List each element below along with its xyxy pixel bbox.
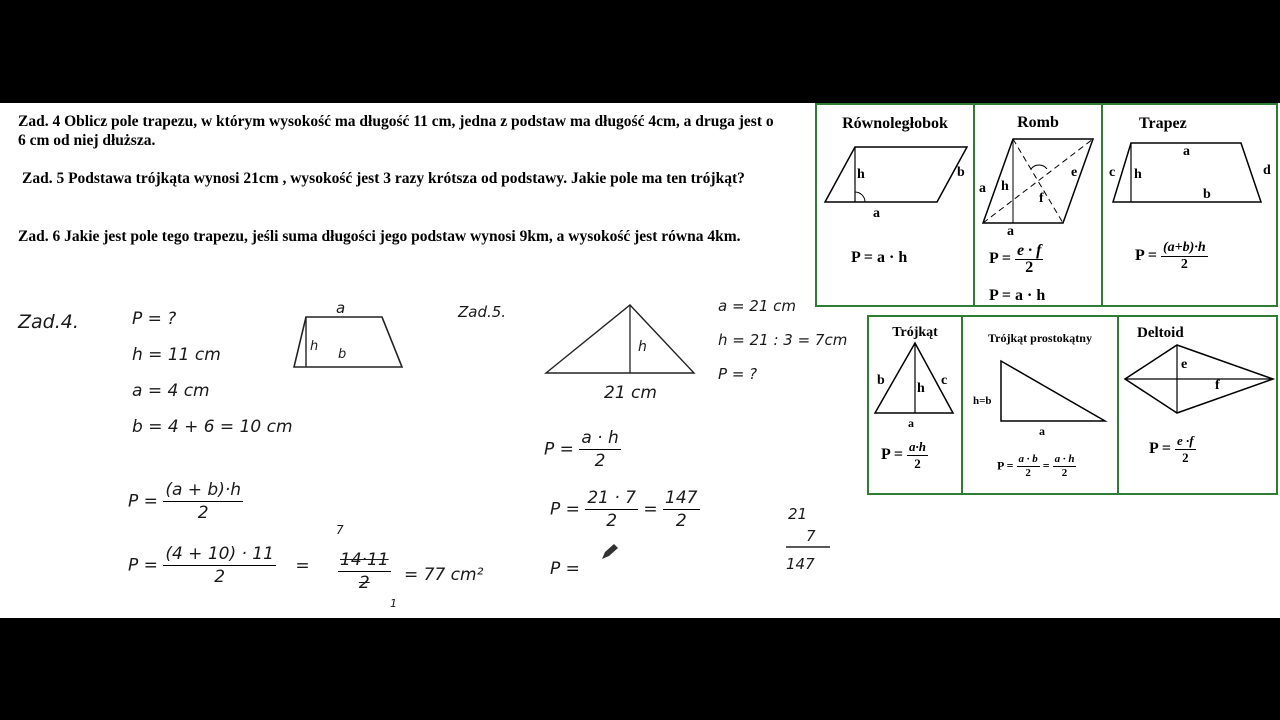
hw-zad4-f2-prefix: P =: [128, 555, 158, 576]
hw-zad4-formula-2: [128, 543, 310, 588]
kite-e-label: e: [1181, 357, 1188, 372]
hw-zad4-f1-den: 2: [197, 503, 209, 523]
rhombus-e-label: e: [1071, 165, 1078, 180]
hw-zad4-trapezoid-sketch: [290, 311, 410, 371]
rhombus-num: e · f: [1017, 242, 1042, 259]
hw-zad5-f1-prefix: P =: [544, 439, 574, 460]
parallelogram-figure: [817, 105, 975, 305]
kite-formula-prefix: P =: [1149, 440, 1172, 458]
hw-zad4-f1-prefix: P =: [128, 491, 158, 512]
right-triangle-fraction-1: [1017, 453, 1040, 480]
hw-zad4-b: b = 4 + 6 = 10 cm: [132, 417, 293, 437]
right-triangle-hb-label: h=b: [973, 395, 992, 407]
right-triangle-den1: 2: [1025, 467, 1031, 479]
triangle-b-label: b: [877, 373, 885, 388]
hw-zad4-f1-fraction: [163, 479, 243, 524]
triangle-num: a·h: [909, 439, 926, 454]
triangle-cell: [869, 317, 963, 493]
right-triangle-fraction-2: [1053, 453, 1077, 480]
triangle-h-label: h: [917, 381, 925, 396]
right-triangle-formula: [997, 453, 1076, 480]
parallelogram-b-label: b: [957, 165, 965, 180]
hw-zad5-triangle-sketch: [544, 303, 696, 377]
kite-num: e ·f: [1177, 433, 1194, 448]
hw-zad5-f1-num: a · h: [581, 428, 619, 448]
trapezoid-formula: [1135, 240, 1208, 273]
hw-zad5-f2-den2: 2: [675, 511, 687, 531]
hw-zad5-a: a = 21 cm: [718, 297, 797, 315]
rhombus-formula-prefix: P =: [989, 250, 1012, 268]
trapezoid-c-label: c: [1109, 165, 1116, 180]
hw-zad4-sketch-a: a: [336, 299, 346, 317]
trapezoid-fraction: [1161, 240, 1208, 273]
parallelogram-title: Równoległobok: [842, 115, 948, 132]
hw-zad5-calc-result: 147: [786, 555, 815, 573]
hw-zad5-sketch-h: h: [638, 339, 647, 355]
triangle-formula: [881, 439, 928, 472]
right-triangle-den2: 2: [1061, 467, 1068, 479]
trapezoid-h-label: h: [1134, 167, 1142, 182]
hw-zad5-formula-1: [544, 427, 621, 472]
kite-cell: [1119, 317, 1276, 493]
triangle-den: 2: [914, 456, 921, 471]
trapezoid-title: Trapez: [1139, 115, 1187, 132]
rhombus-a-bottom-label: a: [1007, 224, 1014, 239]
hw-zad4-result: = 77 cm²: [404, 565, 484, 585]
right-triangle-a-label: a: [1039, 424, 1045, 438]
triangle-formula-prefix: P =: [881, 446, 904, 464]
right-triangle-num1: a · b: [1018, 453, 1038, 465]
kite-fraction: [1175, 433, 1196, 466]
trapezoid-figure: [1103, 105, 1280, 305]
trapezoid-den: 2: [1180, 257, 1188, 272]
task-6-text: Zad. 6 Jakie jest pole tego trapezu, jeśli suma długości jego podstaw wynosi 9km, a wysokość jest równa 4km.: [18, 228, 741, 245]
hw-zad5-f2-num: 21 · 7: [587, 488, 636, 508]
triangle-a-label: a: [908, 416, 914, 430]
hw-zad5-f2-prefix: P =: [550, 499, 580, 520]
right-triangle-title: Trójkąt prostokątny: [988, 331, 1092, 345]
hw-zad4-f2-fraction-2: [338, 549, 391, 594]
rhombus-fraction: [1015, 243, 1043, 276]
hw-zad4-f1-num: (a + b)·h: [165, 480, 242, 500]
kite-f-label: f: [1215, 378, 1220, 393]
hw-zad4-cancel-top: 7: [336, 523, 344, 537]
hw-zad4-f2-num: (4 + 10) · 11: [165, 544, 274, 564]
parallelogram-a-label: a: [873, 206, 880, 221]
parallelogram-formula: P = a · h: [851, 249, 908, 266]
hw-zad5-h: h = 21 : 3 = 7cm: [718, 331, 848, 349]
hw-zad4-h: h = 11 cm: [132, 345, 221, 365]
hw-zad4-f2-num2: 14·11: [340, 550, 389, 570]
task-4-text: Zad. 4 Oblicz pole trapezu, w którym wysokość ma długość 11 cm, jedna z podstaw ma długość 4cm, a druga jest o 6 cm od niej dłuższa.: [18, 113, 774, 149]
hw-zad4-f2-eq: =: [295, 555, 310, 576]
trapezoid-a-label: a: [1183, 144, 1190, 159]
right-triangle-formula-prefix: P =: [997, 458, 1014, 473]
rhombus-title: Romb: [1017, 114, 1059, 131]
rhombus-h-label: h: [1001, 179, 1009, 194]
rhombus-den: 2: [1025, 259, 1034, 276]
hw-zad4-a: a = 4 cm: [132, 381, 210, 401]
trapezoid-b-label: b: [1203, 187, 1211, 202]
trapezoid-num: (a+b)·h: [1163, 240, 1206, 255]
right-triangle-cell: [963, 317, 1119, 493]
hw-zad4-f2-fraction: [163, 543, 276, 588]
hw-zad5-f2-eq: =: [643, 499, 658, 520]
hw-zad4-p: P = ?: [132, 309, 177, 329]
hw-zad5-label: Zad.5.: [458, 303, 507, 321]
hw-zad5-f1-fraction: [579, 427, 620, 472]
rhombus-cell: [975, 105, 1103, 305]
hw-zad4-formula-1: [128, 479, 243, 524]
hw-zad4-label: Zad.4.: [18, 311, 79, 333]
triangle-title: Trójkąt: [892, 325, 938, 340]
hw-zad5-f2-num2: 147: [665, 488, 698, 508]
worksheet: [0, 103, 1280, 618]
hw-zad5-sketch-base: 21 cm: [604, 383, 657, 403]
triangle-fraction: [907, 439, 928, 472]
hw-zad5-calc-mult: 7: [806, 527, 816, 545]
hw-zad4-sketch-b: b: [338, 347, 347, 362]
hw-zad5-f2-den: 2: [606, 511, 618, 531]
hw-zad5-formula-2: [550, 487, 700, 532]
right-triangle-num2: a · h: [1054, 453, 1075, 465]
trapezoid-formula-prefix: P =: [1135, 247, 1158, 265]
hw-zad4-cancel-bottom: 1: [390, 597, 397, 610]
rhombus-formula-2: P = a · h: [989, 287, 1046, 304]
hw-zad4-f2-den2: 2: [358, 573, 370, 593]
hw-zad5-p: P = ?: [718, 365, 758, 383]
hw-zad5-f2-fraction-2: [663, 487, 699, 532]
hw-zad5-calc-top: 21: [788, 505, 808, 523]
parallelogram-cell: [817, 105, 975, 305]
kite-den: 2: [1182, 450, 1189, 465]
kite-title: Deltoid: [1137, 325, 1184, 341]
hw-zad5-f2-fraction: [585, 487, 638, 532]
hw-zad4-sketch-h: h: [310, 339, 319, 354]
task-5-text: Zad. 5 Podstawa trójkąta wynosi 21cm , wysokość jest 3 razy krótsza od podstawy. Jakie pole ma ten trójkąt?: [22, 170, 745, 187]
formula-box-top: [815, 103, 1278, 307]
trapezoid-cell: [1103, 105, 1280, 305]
parallelogram-h-label: h: [857, 167, 865, 182]
rhombus-a-side-label: a: [979, 181, 986, 196]
hw-zad5-f1-den: 2: [594, 451, 606, 471]
rhombus-f-label: f: [1039, 191, 1044, 206]
hw-zad4-f2-fraction-2-inner: [338, 549, 391, 594]
formula-box-bottom: [867, 315, 1278, 495]
right-triangle-eq: =: [1042, 458, 1050, 473]
pencil-icon: [600, 543, 620, 561]
hw-zad4-f2-den: 2: [214, 567, 226, 587]
hw-zad5-calc-line: [786, 545, 832, 549]
triangle-c-label: c: [941, 373, 948, 388]
rhombus-formula: [989, 243, 1043, 276]
kite-figure: [1119, 317, 1276, 493]
hw-zad5-f3-prefix: P =: [550, 559, 580, 579]
kite-formula: [1149, 433, 1196, 466]
trapezoid-d-label: d: [1263, 163, 1271, 178]
